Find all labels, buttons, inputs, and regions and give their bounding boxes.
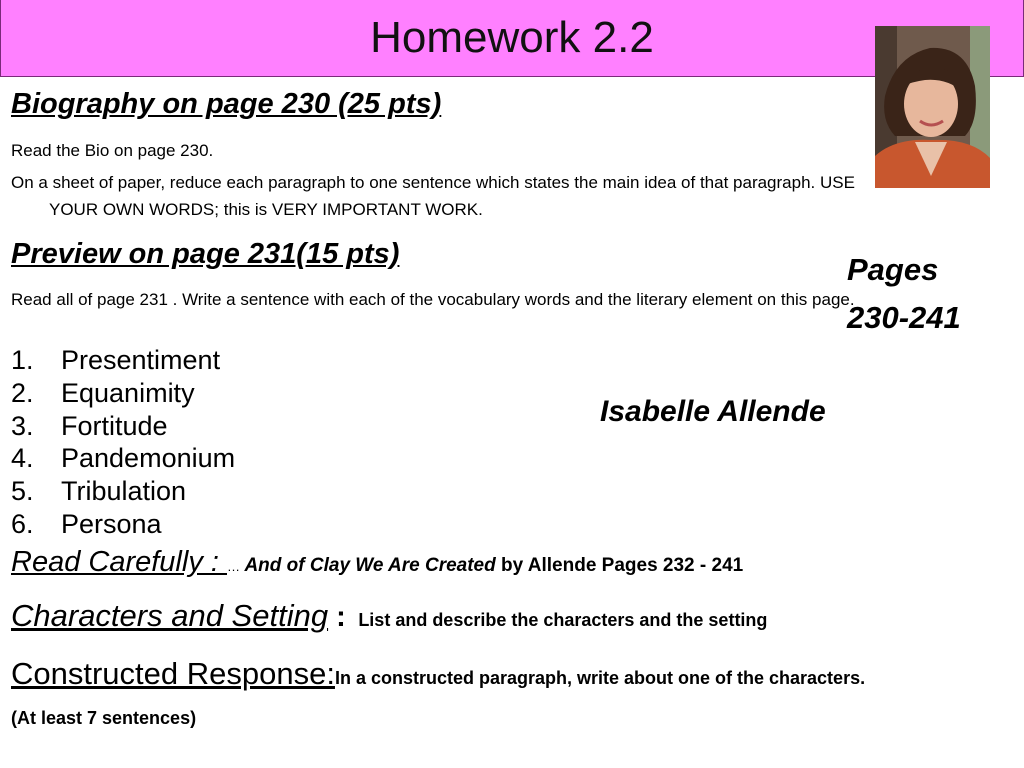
pages-range-label: Pages 230-241 (847, 252, 961, 335)
author-name: Isabelle Allende (600, 395, 826, 428)
read-carefully-line: Read Carefully : … And of Clay We Are Created by Allende Pages 232 - 241 (11, 546, 744, 578)
biography-read-line: Read the Bio on page 230. (11, 141, 214, 160)
title-bar (0, 0, 1024, 77)
sentence-count-note: (At least 7 sentences) (11, 708, 197, 728)
list-item: 6. Persona (11, 508, 162, 539)
constructed-response-label: Constructed Response: (11, 656, 335, 691)
characters-setting-line: Characters and Setting : List and describe the characters and the setting (11, 598, 768, 633)
story-title: And of Clay We Are Created (244, 555, 496, 576)
characters-setting-label: Characters and Setting (11, 598, 329, 633)
preview-instructions: Read all of page 231 . Write a sentence with each of the vocabulary words and the literary element on this page. (11, 290, 855, 309)
read-carefully-label: Read Carefully : (11, 546, 227, 578)
list-item: 1. Presentiment (11, 345, 221, 375)
preview-heading: Preview on page 231(15 pts) (11, 238, 400, 270)
list-item: 3. Fortitude (11, 410, 168, 441)
biography-heading: Biography on page 230 (25 pts) (11, 88, 442, 120)
biography-instructions: On a sheet of paper, reduce each paragraph to one sentence which states the main idea of that paragraph. USE YOUR OWN WORDS; this is VERY IMPORTANT WORK. (11, 173, 855, 219)
portrait-illustration (875, 26, 990, 188)
author-portrait-photo (875, 26, 990, 188)
constructed-response-line: Constructed Response:In a constructed paragraph, write about one of the characters. (11, 656, 866, 691)
list-item: 2. Equanimity (11, 377, 195, 408)
list-item: 4. Pandemonium (11, 443, 236, 474)
list-item: 5. Tribulation (11, 476, 187, 507)
page-title: Homework 2.2 (370, 13, 654, 62)
vocabulary-list (11, 344, 235, 541)
